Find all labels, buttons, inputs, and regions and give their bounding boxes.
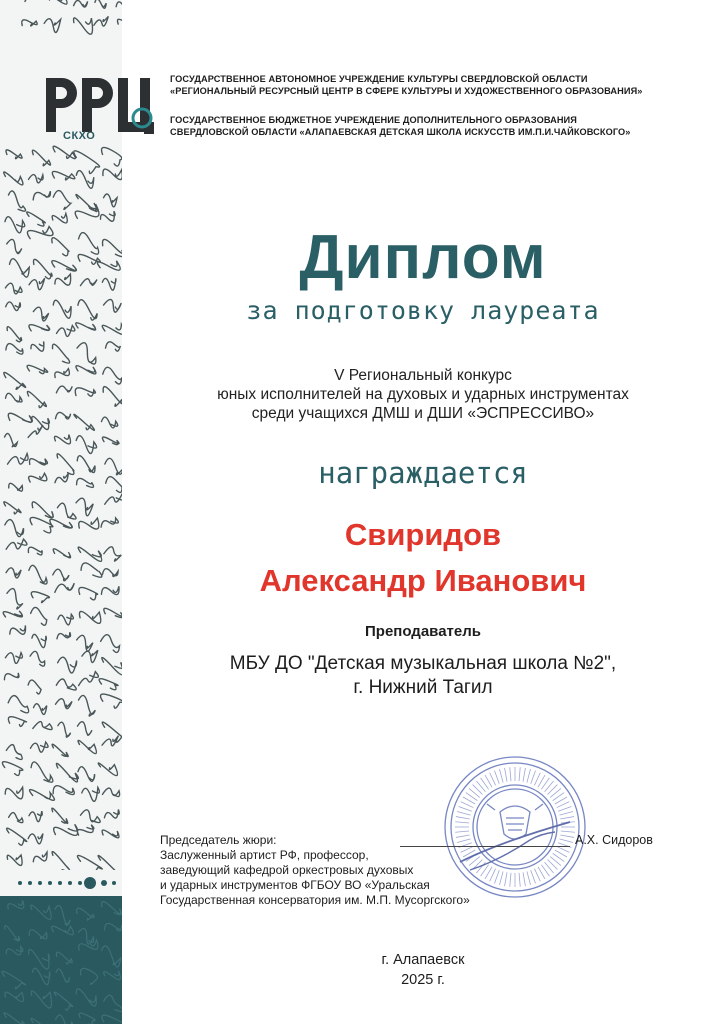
contest-line-2: юных исполнителей на духовых и ударных инструментах	[217, 386, 629, 403]
jury-line-5: Государственная консерватория им. М.П. Мусоргского»	[160, 893, 470, 907]
issue-city: г. Алапаевск	[381, 952, 465, 968]
jury-line-1: Председатель жюри:	[160, 833, 277, 847]
contest-info	[122, 366, 724, 423]
organizer-2	[170, 114, 700, 138]
diploma-title: Диплом	[299, 223, 547, 292]
organizer-2-line-2: СВЕРДЛОВСКОЙ ОБЛАСТИ «АЛАПАЕВСКАЯ ДЕТСКАЯ ШКОЛА ИСКУССТВ ИМ.П.И.ЧАЙКОВСКОГО»	[170, 127, 631, 137]
jury-chairman-block	[160, 833, 560, 908]
signature-line	[400, 846, 570, 847]
decorative-strip	[0, 0, 122, 1024]
recipient-given-names: Александр Иванович	[259, 563, 587, 598]
issue-place-date	[122, 950, 724, 990]
organizer-1	[170, 73, 700, 97]
logo-subtitle: СКХО	[63, 130, 96, 142]
recipient-school	[122, 652, 724, 700]
diploma-subtitle: за подготовку лауреата	[246, 296, 600, 325]
logo	[42, 70, 152, 148]
school-line-2: г. Нижний Тагил	[353, 677, 493, 698]
recipient-surname: Свиридов	[344, 517, 502, 552]
jury-line-3: заведующий кафедрой оркестровых духовых	[160, 863, 414, 877]
teal-band	[0, 896, 122, 1024]
contest-line-1: V Региональный конкурс	[334, 367, 512, 384]
awarded-label: награждается	[318, 456, 528, 490]
contest-line-3: среди учащихся ДМШ и ДШИ «ЭСПРЕССИВО»	[251, 405, 595, 422]
school-line-1: МБУ ДО "Детская музыкальная школа №2",	[229, 653, 617, 674]
organizer-2-line-1: ГОСУДАРСТВЕННОЕ БЮДЖЕТНОЕ УЧРЕЖДЕНИЕ ДОПОЛНИТЕЛЬНОГО ОБРАЗОВАНИЯ	[170, 115, 577, 125]
recipient-role: Преподаватель	[365, 623, 481, 640]
rrc-logo-icon	[42, 70, 154, 134]
jury-line-2: Заслуженный артист РФ, профессор,	[160, 848, 369, 862]
organizer-1-line-1: ГОСУДАРСТВЕННОЕ АВТОНОМНОЕ УЧРЕЖДЕНИЕ КУЛЬТУРЫ СВЕРДЛОВСКОЙ ОБЛАСТИ	[170, 74, 588, 84]
organizer-1-line-2: «РЕГИОНАЛЬНЫЙ РЕСУРСНЫЙ ЦЕНТР В СФЕРЕ КУЛЬТУРЫ И ХУДОЖЕСТВЕННОГО ОБРАЗОВАНИЯ»	[170, 86, 643, 96]
jury-line-4: и ударных инструментов ФГБОУ ВО «Уральская	[160, 878, 430, 892]
signer-name: А.Х. Сидоров	[575, 833, 653, 847]
issue-year: 2025 г.	[401, 972, 445, 988]
dots-divider	[14, 876, 122, 890]
